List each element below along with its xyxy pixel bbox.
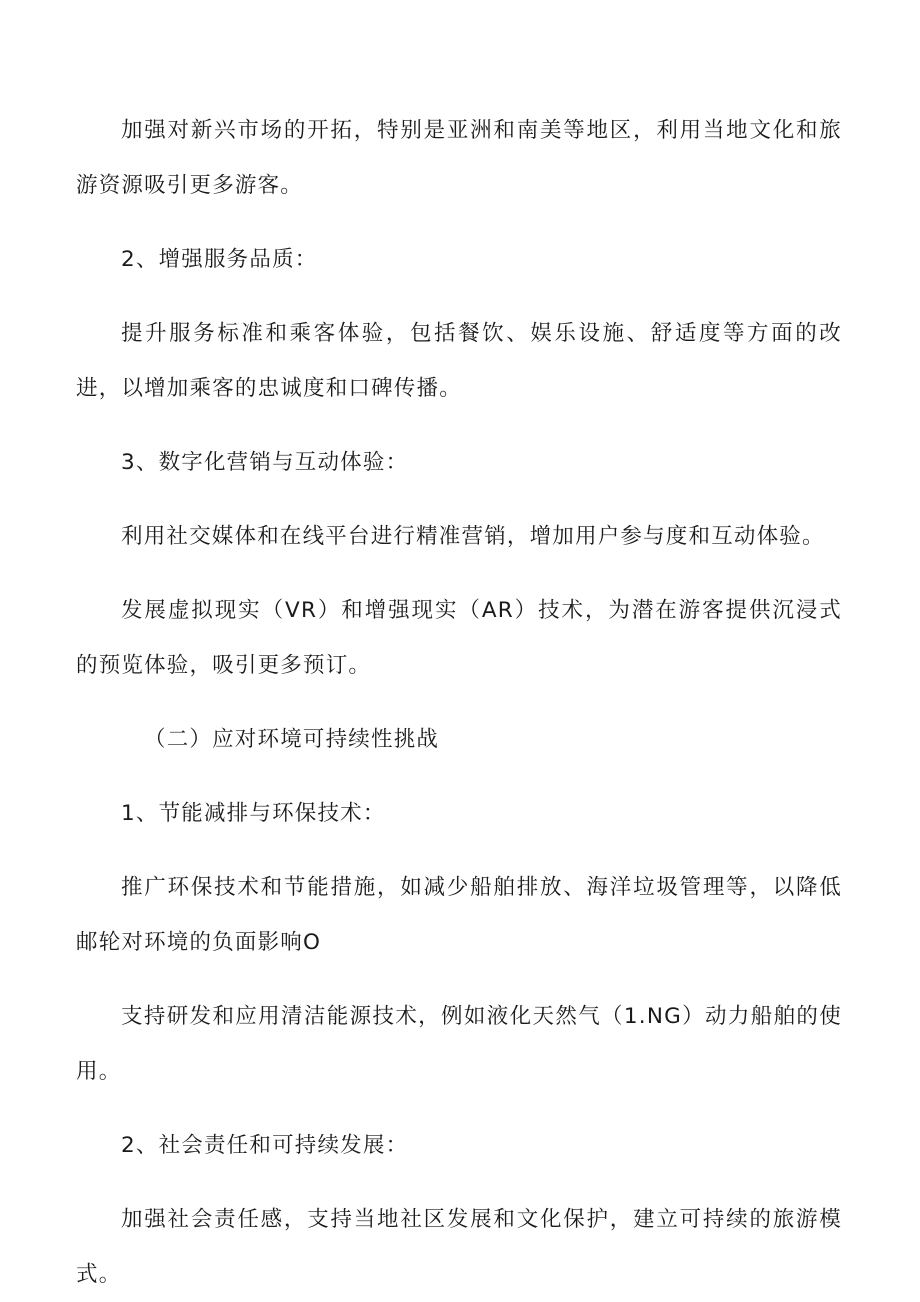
paragraph-emerging-markets: 加强对新兴市场的开拓，特别是亚洲和南美等地区，利用当地文化和旅游资源吸引更多游客。 <box>76 118 842 198</box>
heading-digital-marketing: 3、数字化营销与互动体验： <box>121 450 409 475</box>
section-heading-environment: （二）应对环境可持续性挑战 <box>144 727 440 752</box>
heading-social-responsibility: 2、社会责任和可持续发展： <box>121 1133 409 1158</box>
paragraph-service-improvement: 提升服务标准和乘客体验，包括餐饮、娱乐设施、舒适度等方面的改进，以增加乘客的忠诚度和口碑传播。 <box>76 321 842 401</box>
paragraph-vr-ar: 发展虚拟现实（VR）和增强现实（AR）技术，为潜在游客提供沉浸式的预览体验，吸引更多预订。 <box>76 598 842 678</box>
paragraph-eco-tech: 推广环保技术和节能措施，如减少船舶排放、海洋垃圾管理等，以降低邮轮对环境的负面影响O <box>76 875 842 955</box>
heading-energy-saving: 1、节能减排与环保技术： <box>121 801 386 826</box>
document-body <box>76 103 842 1302</box>
heading-service-quality: 2、增强服务品质： <box>121 247 318 272</box>
paragraph-clean-energy: 支持研发和应用清洁能源技术，例如液化天然气（1.NG）动力船舶的使用。 <box>76 1004 842 1084</box>
paragraph-community: 加强社会责任感，支持当地社区发展和文化保护，建立可持续的旅游模式。 <box>76 1207 842 1287</box>
paragraph-social-media: 利用社交媒体和在线平台进行精准营销，增加用户参与度和互动体验。 <box>121 524 825 549</box>
